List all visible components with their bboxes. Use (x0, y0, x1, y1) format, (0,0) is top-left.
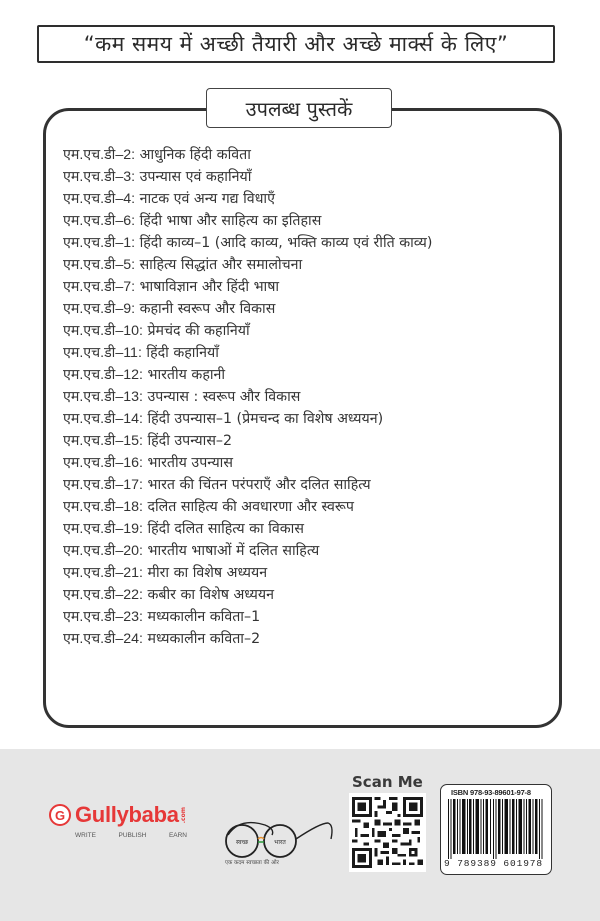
book-item (63, 254, 553, 276)
book-code: एम.एच.डी–10: (63, 323, 143, 339)
tagline-earn: EARN (168, 832, 187, 839)
book-title: उपन्यास एवं कहानियाँ (139, 169, 252, 185)
book-title: आधुनिक हिंदी कविता (139, 147, 251, 163)
book-code: एम.एच.डी–23: (63, 609, 143, 625)
footer (0, 749, 600, 921)
scan-me-label: Scan Me (352, 773, 423, 791)
book-item (63, 584, 553, 606)
book-code: एम.एच.डी–24: (63, 631, 143, 647)
book-item (63, 166, 553, 188)
book-code: एम.एच.डी–2: (63, 147, 136, 163)
book-item (63, 210, 553, 232)
book-item (63, 430, 553, 452)
books-heading-text: उपलब्ध पुस्तकें (245, 96, 353, 121)
swachh-left-text: स्वच्छ (235, 839, 249, 846)
book-code: एम.एच.डी–14: (63, 411, 143, 427)
book-item (63, 606, 553, 628)
book-item (63, 496, 553, 518)
book-code: एम.एच.डी–11: (63, 345, 142, 361)
tagline-box (37, 25, 555, 63)
book-title: कहानी स्वरूप और विकास (139, 301, 276, 317)
book-title: हिंदी उपन्यास–2 (147, 433, 233, 449)
book-title: हिंदी काव्य–1 (आदि काव्य, भक्ति काव्य एवं रीति काव्य) (139, 235, 433, 251)
tagline-write: WRITE (75, 832, 96, 839)
book-code: एम.एच.डी–7: (63, 279, 136, 295)
book-code: एम.एच.डी–16: (63, 455, 143, 471)
qr-code-icon[interactable] (349, 793, 426, 872)
book-item (63, 364, 553, 386)
book-code: एम.एच.डी–13: (63, 389, 143, 405)
book-item (63, 298, 553, 320)
book-code: एम.एच.डी–17: (63, 477, 143, 493)
gullybaba-logo (49, 802, 199, 852)
book-title: हिंदी उपन्यास–1 (प्रेमचन्द का विशेष अध्ययन) (147, 411, 384, 427)
book-item (63, 144, 553, 166)
book-code: एम.एच.डी–15: (63, 433, 143, 449)
book-code: एम.एच.डी–22: (63, 587, 143, 603)
book-title: हिंदी कहानियाँ (146, 345, 219, 361)
book-item (63, 386, 553, 408)
book-code: एम.एच.डी–12: (63, 367, 143, 383)
book-title: कबीर का विशेष अध्ययन (147, 587, 274, 603)
isbn-barcode (440, 784, 552, 875)
book-item (63, 408, 553, 430)
book-title: नाटक एवं अन्य गद्य विधाएँ (139, 191, 275, 207)
book-title: मध्यकालीन कविता–1 (147, 609, 261, 625)
book-code: एम.एच.डी–20: (63, 543, 143, 559)
book-title: हिंदी भाषा और साहित्य का इतिहास (139, 213, 322, 229)
publisher-domain: .com (179, 806, 187, 824)
book-item (63, 232, 553, 254)
book-title: मध्यकालीन कविता–2 (147, 631, 261, 647)
book-title: भाषाविज्ञान और हिंदी भाषा (139, 279, 280, 295)
books-heading (206, 88, 392, 128)
book-code: एम.एच.डी–18: (63, 499, 143, 515)
book-title: दलित साहित्य की अवधारणा और स्वरूप (147, 499, 354, 515)
book-code: एम.एच.डी–6: (63, 213, 136, 229)
book-title: भारतीय उपन्यास (147, 455, 233, 471)
publisher-taglines (75, 832, 187, 839)
book-title: प्रेमचंद की कहानियाँ (147, 323, 250, 339)
book-code: एम.एच.डी–1: (63, 235, 136, 251)
book-title: भारतीय भाषाओं में दलित साहित्य (147, 543, 320, 559)
book-item (63, 342, 553, 364)
book-title: मीरा का विशेष अध्ययन (147, 565, 268, 581)
book-code: एम.एच.डी–9: (63, 301, 136, 317)
barcode-digits: 9 789389 601978 (444, 858, 544, 869)
tagline-text: “कम समय में अच्छी तैयारी और अच्छे मार्क्स के लिए” (83, 32, 509, 56)
tagline-publish: PUBLISH (118, 832, 147, 839)
book-title: उपन्यास : स्वरूप और विकास (147, 389, 301, 405)
book-item (63, 518, 553, 540)
book-item (63, 628, 553, 650)
book-item (63, 276, 553, 298)
book-item (63, 562, 553, 584)
book-item (63, 188, 553, 210)
book-code: एम.एच.डी–19: (63, 521, 143, 537)
book-code: एम.एच.डी–5: (63, 257, 136, 273)
swachh-right-text: भारत (274, 839, 286, 846)
book-item (63, 540, 553, 562)
publisher-name: Gullybaba (75, 802, 179, 827)
book-title: हिंदी दलित साहित्य का विकास (147, 521, 304, 537)
isbn-text: ISBN 978-93-89601-97-8 (451, 788, 531, 797)
gullybaba-g-icon: G (49, 804, 71, 826)
book-title: भारतीय कहानी (147, 367, 226, 383)
book-item (63, 452, 553, 474)
book-title: साहित्य सिद्धांत और समालोचना (139, 257, 303, 273)
book-code: एम.एच.डी–21: (63, 565, 143, 581)
book-code: एम.एच.डी–3: (63, 169, 136, 185)
swachh-caption: एक कदम स्वच्छता की ओर (225, 860, 279, 866)
book-item (63, 320, 553, 342)
book-list (63, 144, 553, 650)
barcode-icon (446, 799, 546, 859)
book-item (63, 474, 553, 496)
book-title: भारत की चिंतन परंपराएँ और दलित साहित्य (147, 477, 371, 493)
book-code: एम.एच.डी–4: (63, 191, 136, 207)
